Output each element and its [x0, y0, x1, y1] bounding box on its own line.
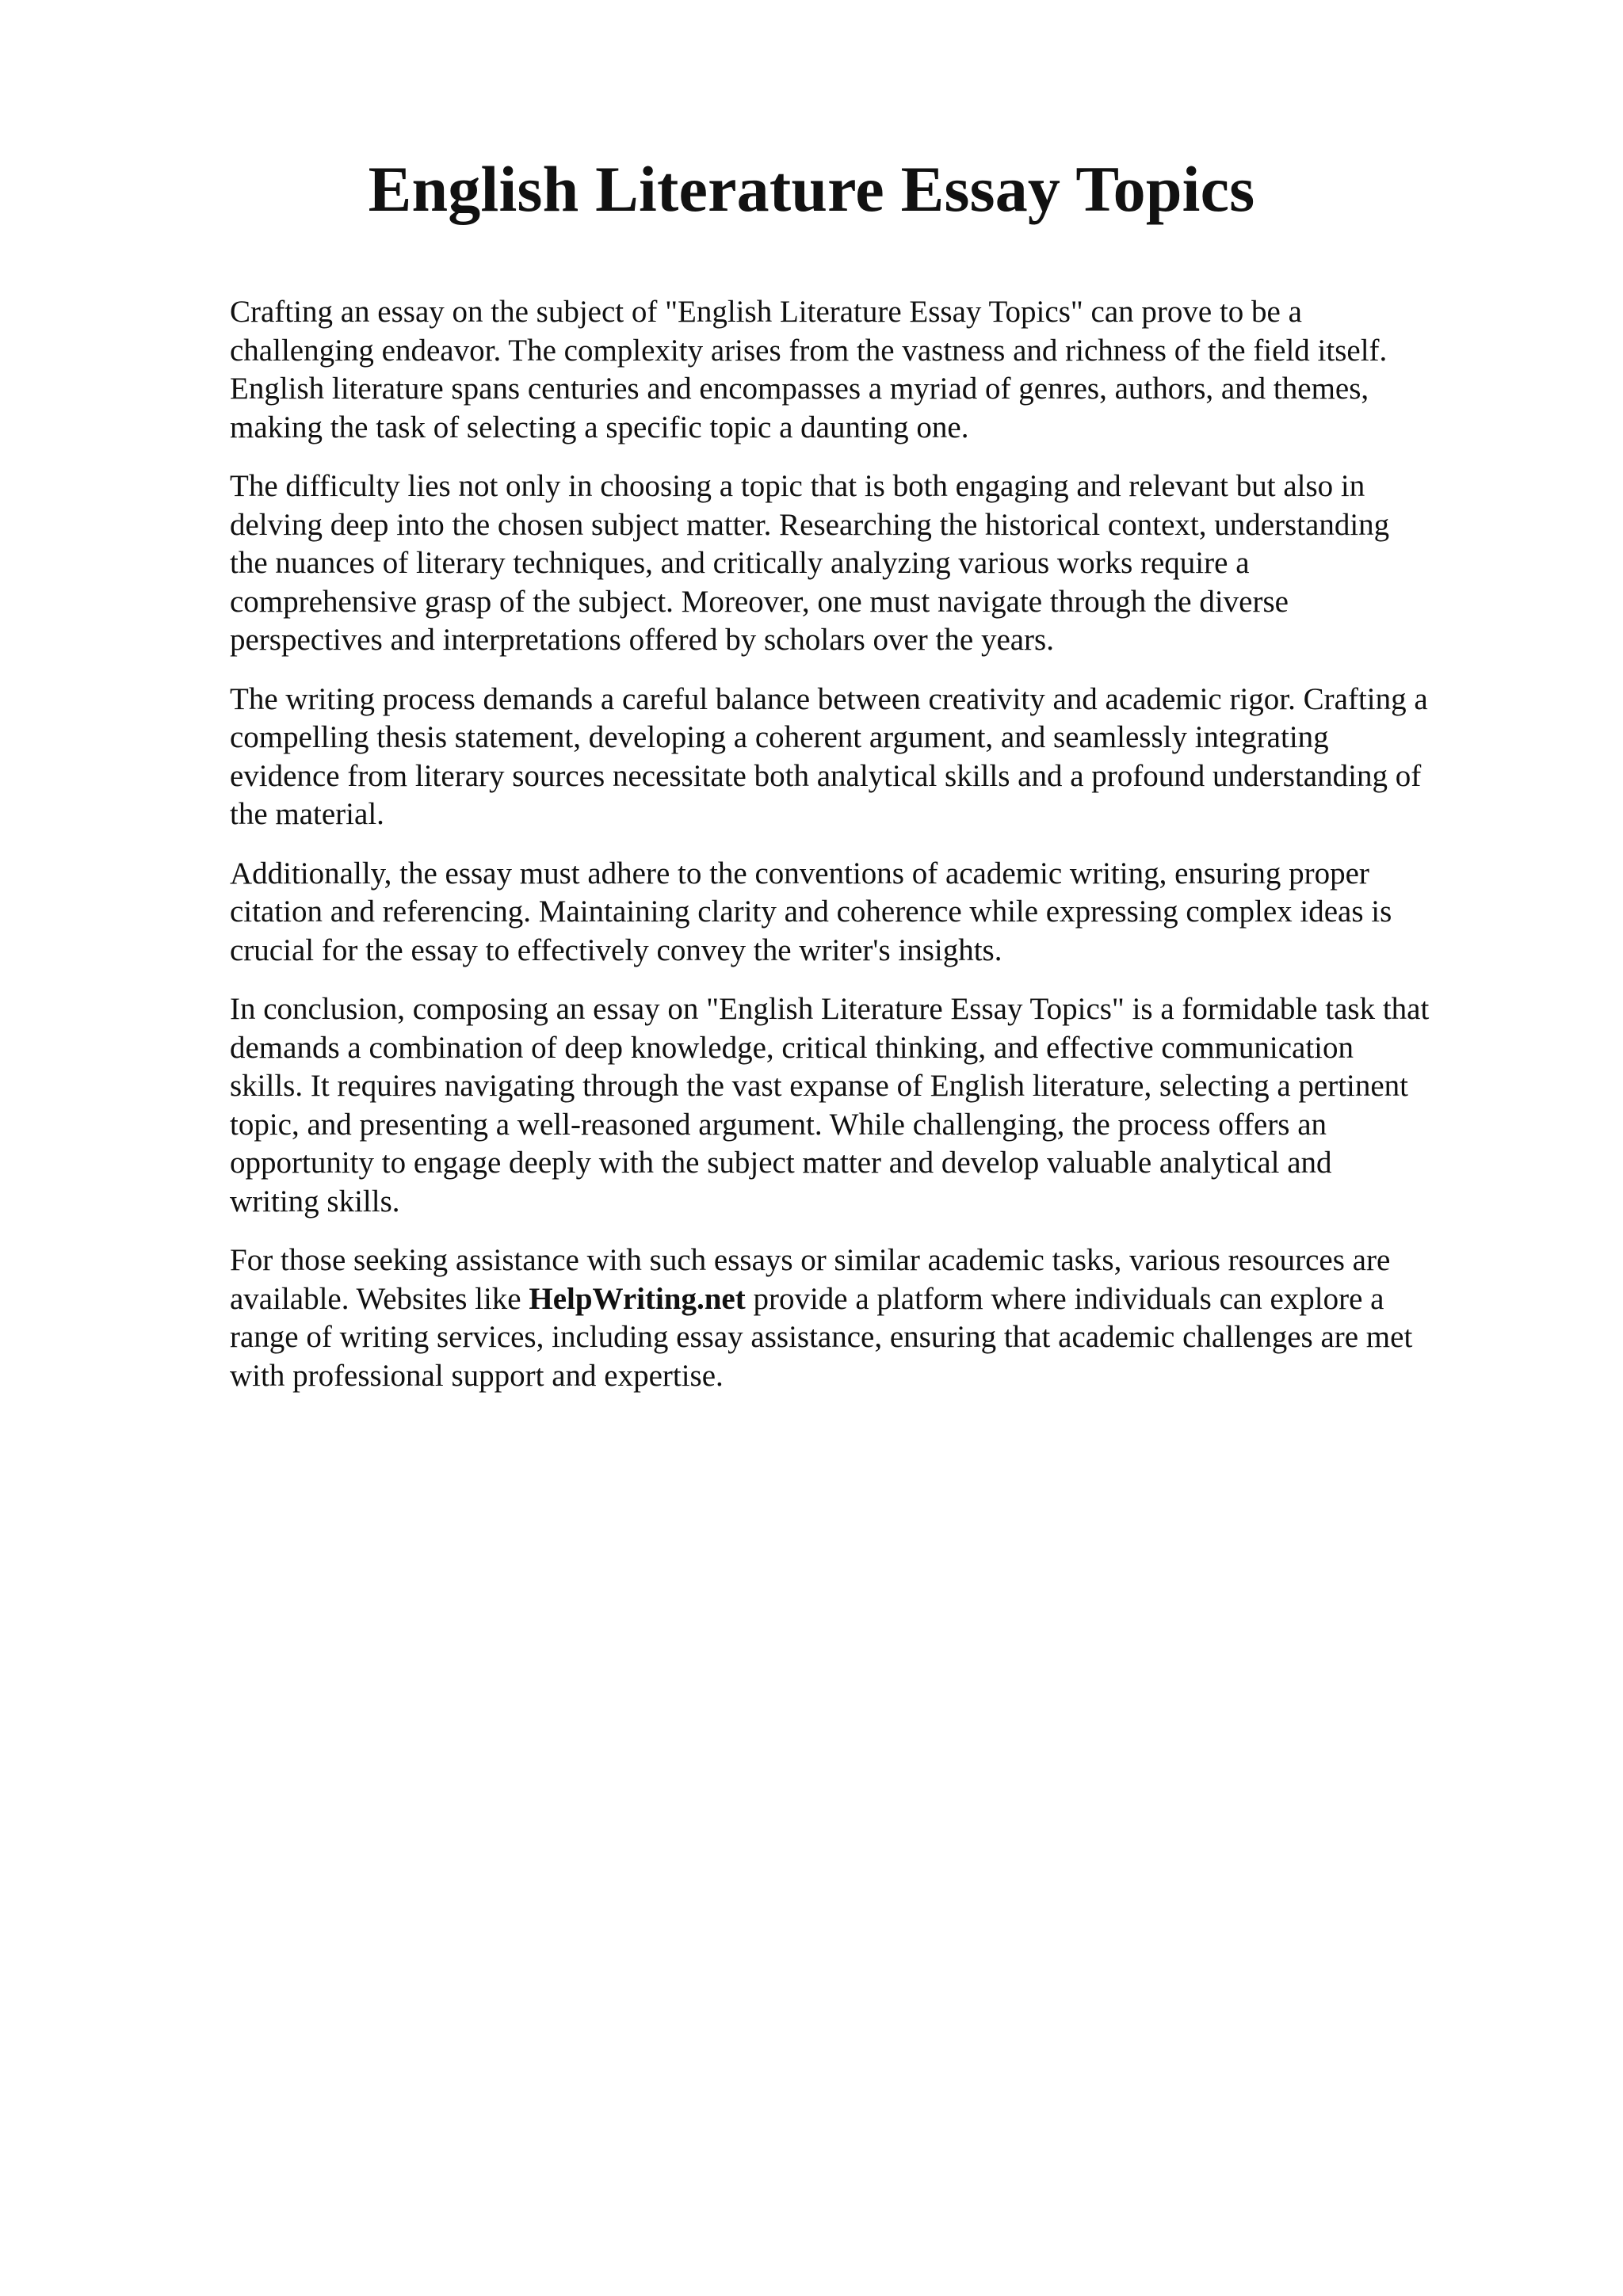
page-title: English Literature Essay Topics [368, 153, 1255, 225]
paragraph-line: compelling thesis statement, developing a coherent argument, and seamlessly integrating [230, 720, 1329, 754]
paragraph-line: For those seeking assistance with such essays or similar academic tasks, various resources are [230, 1243, 1391, 1277]
paragraph-3 [230, 681, 1514, 834]
paragraph-line: the material. [230, 797, 384, 831]
paragraph-line [230, 1280, 1514, 1319]
paragraph-line: Crafting an essay on the subject of "English Literature Essay Topics" can prove to be a [230, 295, 1302, 329]
paragraph-line: crucial for the essay to effectively convey the writer's insights. [230, 933, 1002, 967]
paragraph-line: In conclusion, composing an essay on "English Literature Essay Topics" is a formidable task that [230, 992, 1430, 1026]
paragraph-line: skills. It requires navigating through the vast expanse of English literature, selecting a pertinent [230, 1069, 1409, 1103]
paragraph-line: The writing process demands a careful balance between creativity and academic rigor. Crafting a [230, 681, 1428, 716]
text-segment: available. Websites like [230, 1281, 529, 1316]
paragraph-line: with professional support and expertise. [230, 1358, 724, 1393]
paragraph-4 [230, 855, 1514, 971]
paragraph-5 [230, 990, 1514, 1221]
paragraph-line: opportunity to engage deeply with the subject matter and develop valuable analytical and [230, 1146, 1332, 1180]
paragraph-2 [230, 467, 1514, 660]
paragraph-line: topic, and presenting a well-reasoned argument. While challenging, the process offers an [230, 1107, 1327, 1142]
paragraph-line: perspectives and interpretations offered by scholars over the years. [230, 623, 1054, 657]
paragraph-line: demands a combination of deep knowledge, critical thinking, and effective communication [230, 1030, 1354, 1065]
paragraph-1 [230, 293, 1514, 447]
paragraph-line: making the task of selecting a specific topic a daunting one. [230, 410, 969, 444]
paragraph-line: delving deep into the chosen subject matter. Researching the historical context, understanding [230, 507, 1390, 542]
paragraph-line: challenging endeavor. The complexity arises from the vastness and richness of the field itself. [230, 333, 1388, 368]
text-segment: provide a platform where individuals can explore a [745, 1281, 1384, 1316]
paragraph-line: The difficulty lies not only in choosing a topic that is both engaging and relevant but also in [230, 469, 1365, 503]
paragraph-line: English literature spans centuries and encompasses a myriad of genres, authors, and themes, [230, 372, 1369, 406]
paragraph-line: evidence from literary sources necessitate both analytical skills and a profound understanding of [230, 758, 1422, 793]
helpwriting-brand-text: HelpWriting.net [529, 1281, 746, 1316]
paragraph-line: comprehensive grasp of the subject. Moreover, one must navigate through the diverse [230, 584, 1289, 619]
paragraph-6 [230, 1241, 1514, 1395]
paragraph-line: range of writing services, including essay assistance, ensuring that academic challenges are met [230, 1320, 1413, 1354]
essay-body [230, 293, 1514, 1416]
paragraph-line: the nuances of literary techniques, and critically analyzing various works require a [230, 546, 1250, 580]
paragraph-line: citation and referencing. Maintaining clarity and coherence while expressing complex ideas is [230, 894, 1392, 929]
paragraph-line: writing skills. [230, 1184, 400, 1219]
paragraph-line: Additionally, the essay must adhere to the conventions of academic writing, ensuring proper [230, 856, 1369, 891]
